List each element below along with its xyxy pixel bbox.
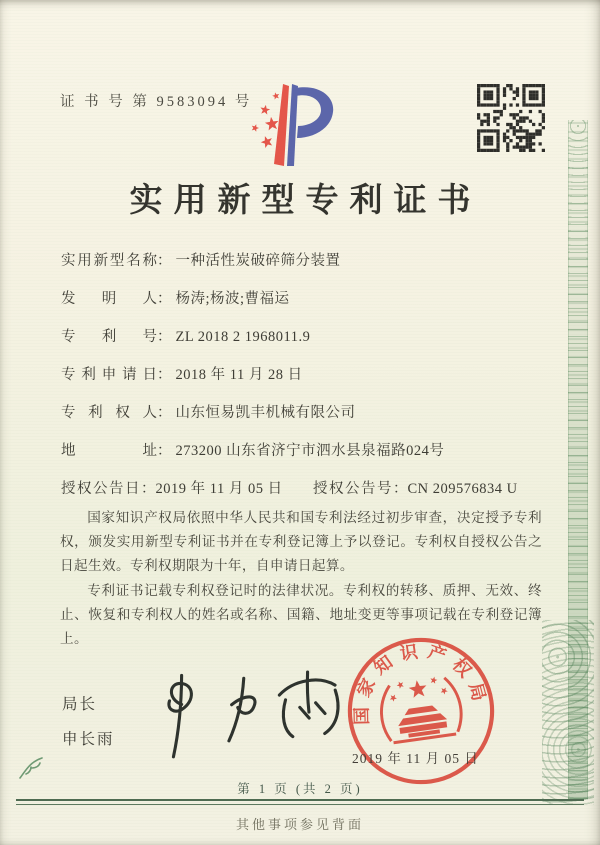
seal-text: 国家知识产权局 xyxy=(351,640,492,726)
field-colon: ： xyxy=(157,253,172,269)
commissioner-title: 局长 xyxy=(62,696,98,713)
patent-office-logo xyxy=(243,76,347,174)
field-value: 一种活性炭破碎筛分装置 xyxy=(175,253,341,269)
grant-date-label: 授权公告日 xyxy=(61,481,141,497)
field-value: 273200 山东省济宁市泗水县泉福路024号 xyxy=(175,443,445,459)
field-row-inventors xyxy=(61,287,551,307)
field-colon: ： xyxy=(393,481,408,497)
field-value: 杨涛;杨波;曹福运 xyxy=(175,291,290,307)
certificate-number: 证 书 号 第 9583094 号 xyxy=(60,94,253,110)
certificate-title: 实用新型专利证书 xyxy=(129,183,482,219)
field-label: 地址 xyxy=(61,443,157,459)
legal-paragraph-1: 国家知识产权局依照中华人民共和国专利法经过初步审查，决定授予专利权，颁发实用新型专利证书并在专利登记簿上予以登记。专利权自授权公告之日起生效。专利权期限为十年，自申请日起算。 xyxy=(60,510,542,574)
field-row-patent-number xyxy=(61,325,551,345)
commissioner-signature xyxy=(146,664,359,763)
grant-date-value: 2019 年 11 月 05 日 xyxy=(155,481,283,497)
field-list xyxy=(61,249,551,515)
bottom-border-line xyxy=(16,799,584,805)
legal-paragraph-2: 专利证书记载专利权登记时的法律状况。专利权的转移、质押、无效、终止、恢复和专利权人的姓名或名称、国籍、地址变更等事项记载在专利登记簿上。 xyxy=(60,582,542,646)
official-seal xyxy=(332,622,510,800)
grant-number-value: CN 209576834 U xyxy=(407,481,518,497)
field-label: 专利权人 xyxy=(61,405,157,421)
back-side-note: 其他事项参见背面 xyxy=(235,817,364,832)
field-row-invention-name xyxy=(61,249,551,269)
field-label: 专利号 xyxy=(61,329,157,345)
field-value: 2018 年 11 月 28 日 xyxy=(175,367,303,383)
grant-number-group xyxy=(313,477,518,497)
field-colon: ： xyxy=(157,405,172,421)
bottom-left-sprig-ornament xyxy=(16,748,50,782)
field-label: 发明人 xyxy=(61,291,157,307)
grant-number-label: 授权公告号 xyxy=(313,481,393,497)
field-colon: ： xyxy=(141,481,156,497)
field-row-address xyxy=(61,439,551,459)
field-row-patentee xyxy=(61,401,551,421)
field-colon: ： xyxy=(157,443,172,459)
commissioner-name: 申长雨 xyxy=(62,731,115,748)
field-colon: ： xyxy=(157,329,172,345)
grant-date-group xyxy=(61,477,313,497)
page-number: 第 1 页 (共 2 页) xyxy=(237,782,363,796)
field-row-grant xyxy=(61,477,551,497)
seal-national-emblem xyxy=(377,672,464,744)
field-row-filing-date xyxy=(61,363,551,383)
seal-date: 2019 年 11 月 05 日 xyxy=(352,751,479,766)
qr-code xyxy=(477,84,545,152)
field-colon: ： xyxy=(157,291,172,307)
commissioner-block xyxy=(62,692,115,762)
field-value: ZL 2018 2 1968011.9 xyxy=(175,329,311,345)
field-label: 实用新型名称 xyxy=(61,253,157,269)
field-colon: ： xyxy=(157,367,172,383)
field-value: 山东恒易凯丰机械有限公司 xyxy=(175,405,356,421)
field-label: 专利申请日 xyxy=(61,367,157,383)
bottom-right-lace-ornament xyxy=(542,620,594,805)
